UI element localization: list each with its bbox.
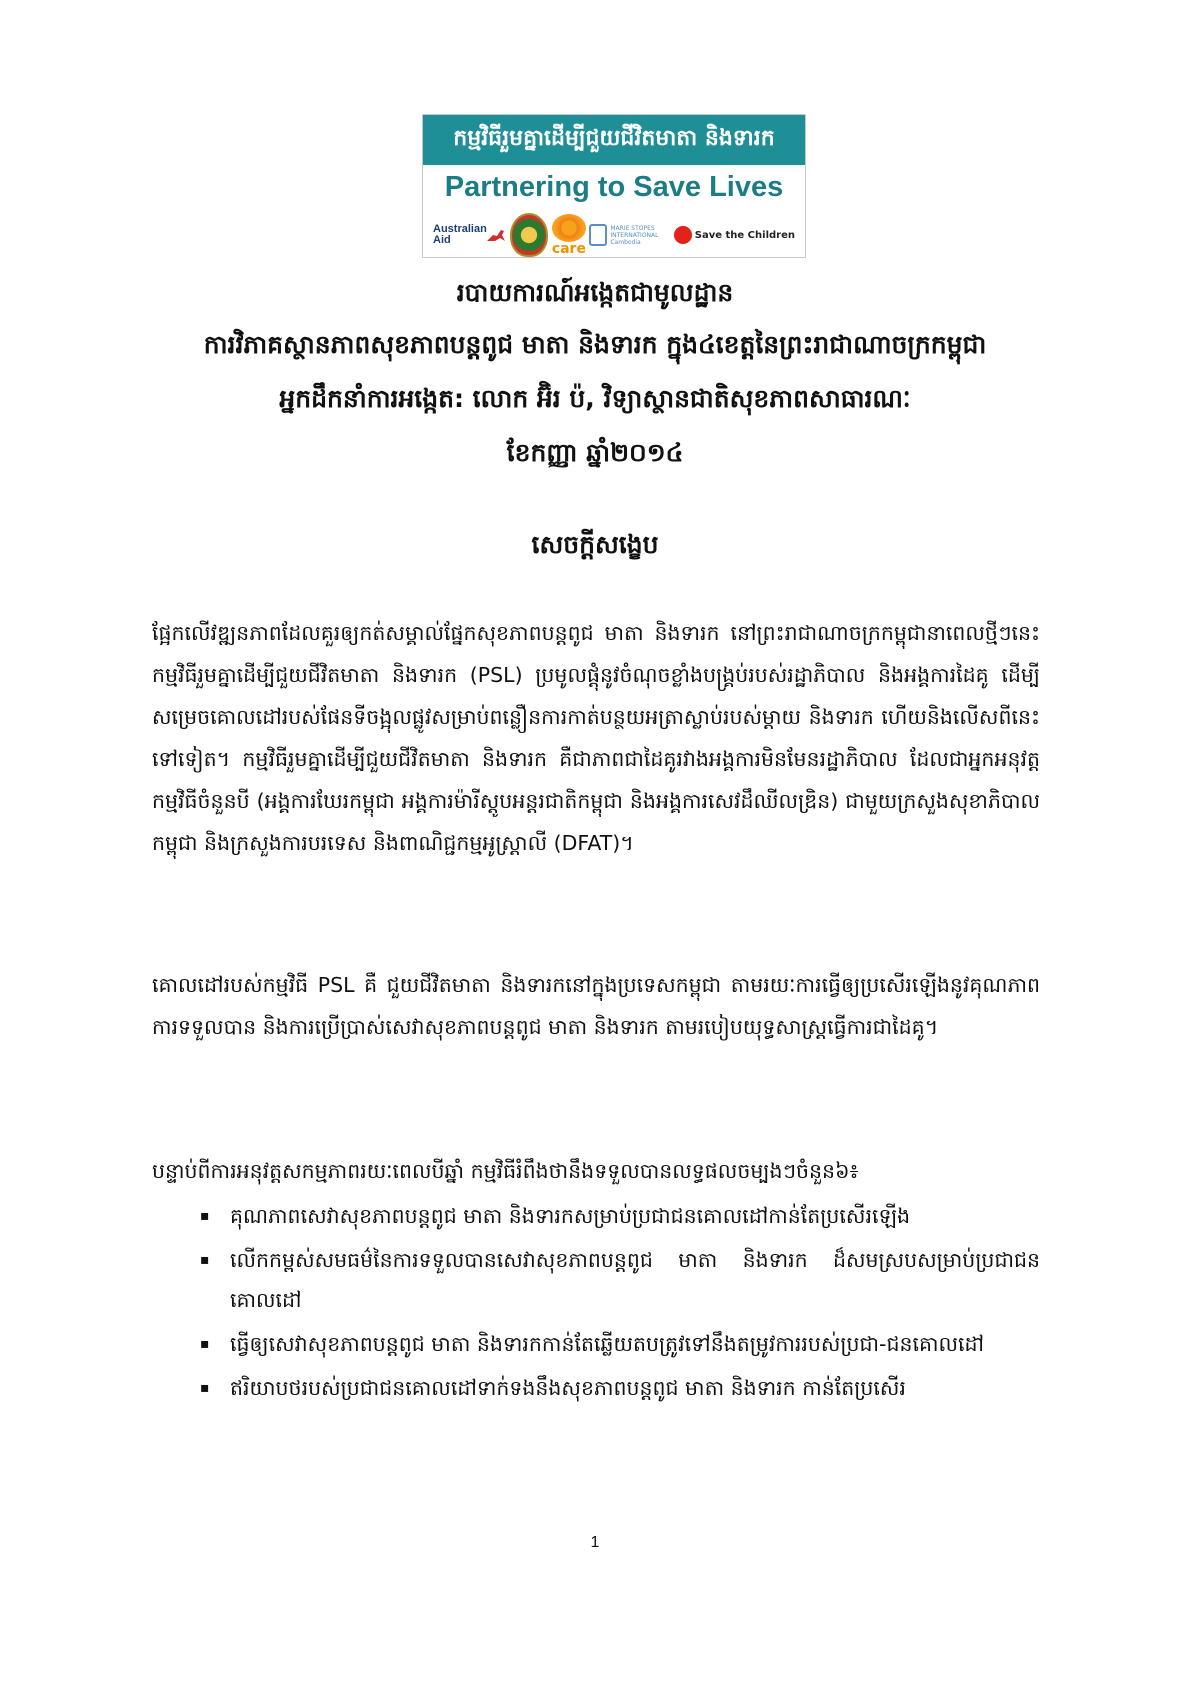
save-the-children-figure-icon — [674, 226, 692, 244]
banner-khmer-title: កម្មវិធីរួមគ្នាដើម្បីជួយជីវិតមាតា និងទារក — [423, 115, 805, 165]
report-date: ខែកញ្ញា ឆ្នាំ២០១៤ — [506, 438, 684, 467]
report-subtitle: ការវិភាគស្ថានភាពសុខភាពបន្តពូជ មាតា និងទារក ក្នុង៤ខេត្តនៃព្រះរាជាណាចក្រកម្ពុជា — [203, 330, 987, 359]
marie-stopes-logo: MARIE STOPES INTERNATIONAL Cambodia — [589, 224, 670, 246]
program-banner — [422, 114, 806, 258]
summary-paragraph-1: ផ្អែកលើវឌ្ឍនភាពដែលគួរឲ្យកត់សម្គាល់ផ្នែកសុខភាពបន្តពូជ មាតា និងទារក នៅព្រះរាជាណាចក្រកម្ពុជានាពេលថ្មីៗនេះ កម្មវិធីរួមគ្នាដើម្បីជួយជីវិតមាតា និងទារក (PSL) ប្រមូលផ្តុំនូវចំណុចខ្លាំងបង្គ្រប់របស់រដ្ឋាភិបាល និងអង្គការដៃគូ ដើម្បីសម្រេចគោលដៅរបស់ផែនទីចង្អុលផ្លូវសម្រាប់ពន្លឿនការកាត់បន្ថយអត្រាស្លាប់របស់ម្តាយ និងទារក ហើយនិងលើសពីនេះទៅទៀត។ កម្មវិធីរួមគ្នាដើម្បីជួយជីវិតមាតា និងទារក គឺជាភាពជាដៃគូរវាងអង្គការមិនមែនរដ្ឋាភិបាល ដែលជាអ្នកអនុវត្តកម្មវិធីចំនួនបី (អង្គការឃែរកម្ពុជា អង្គការម៉ារីស្តូបអន្តរជាតិកម្ពុជា និងអង្គការសេវដឹឈីលឌ្រិន) ជាមួយក្រសួងសុខាភិបាលកម្ពុជា និងក្រសួងការបរទេស និងពាណិជ្ជកម្មអូស្ត្រាលី (DFAT)។ — [152, 621, 1040, 855]
banner-english-title: Partnering to Save Lives — [444, 171, 784, 203]
partner-logos — [423, 205, 805, 259]
summary-paragraph-3: បន្ទាប់ពីការអនុវត្តសកម្មភាពរយៈពេលបីឆ្នាំ កម្មវិធីរំពឹងថានឹងទទួលបានលទ្ធផលចម្បងៗចំនួន៦៖ — [152, 1159, 859, 1183]
list-item: ▪ ឥរិយាបថរបស់ប្រជាជនគោលដៅទាក់ទងនឹងសុខភាពបន្តពូជ មាតា និងទារក កាន់តែប្រសើរ — [200, 1376, 906, 1400]
expected-outcomes-list — [186, 1196, 1040, 1412]
care-flower-icon — [552, 214, 586, 242]
list-item: ▪ លើកកម្ពស់សមធម៌នៃការទទួលបានសេវាសុខភាពបន្តពូជ មាតា និងទារក ដ៏សមស្របសម្រាប់ប្រជាជនគោលដៅ — [200, 1248, 1040, 1312]
australian-aid-logo: Australian Aid — [433, 224, 507, 246]
ministry-of-health-seal-icon — [510, 213, 548, 257]
care-logo: care — [552, 214, 586, 256]
save-the-children-logo: Save the Children — [674, 226, 795, 244]
page-number: 1 — [590, 1534, 600, 1551]
summary-paragraph-2: គោលដៅរបស់កម្មវិធី PSL គឺ ជួយជីវិតមាតា និងទារកនៅក្នុងប្រទេសកម្ពុជា តាមរយៈការធ្វើឲ្យប្រសើរឡើងនូវគុណភាព ការទទួលបាន និងការប្រើប្រាស់សេវាសុខភាពបន្តពូជ មាតា និងទារក តាមរបៀបយុទ្ធសាស្ត្រធ្វើការជាដៃគូ។ — [152, 973, 1040, 1039]
list-item: ▪ ធ្វើឲ្យសេវាសុខភាពបន្តពូជ មាតា និងទារកកាន់តែឆ្លើយតបត្រូវទៅនឹងតម្រូវការរបស់ប្រជា-ជនគោលដៅ — [200, 1332, 985, 1356]
report-lead-author: អ្នកដឹកនាំការអង្កេត: លោក អ៊ិរ ប៉, វិទ្យាស្ថានជាតិសុខភាពសាធារណៈ — [279, 384, 911, 413]
list-item: ▪ គុណភាពសេវាសុខភាពបន្តពូជ មាតា និងទារកសម្រាប់ប្រជាជនគោលដៅកាន់តែប្រសើរឡើង — [200, 1204, 910, 1228]
kangaroo-icon — [485, 227, 507, 243]
report-title: របាយការណ៍អង្កេតជាមូលដ្ឋាន — [456, 278, 734, 307]
summary-heading: សេចក្តីសង្ខេប — [531, 530, 659, 559]
marie-stopes-mark-icon — [589, 224, 607, 246]
